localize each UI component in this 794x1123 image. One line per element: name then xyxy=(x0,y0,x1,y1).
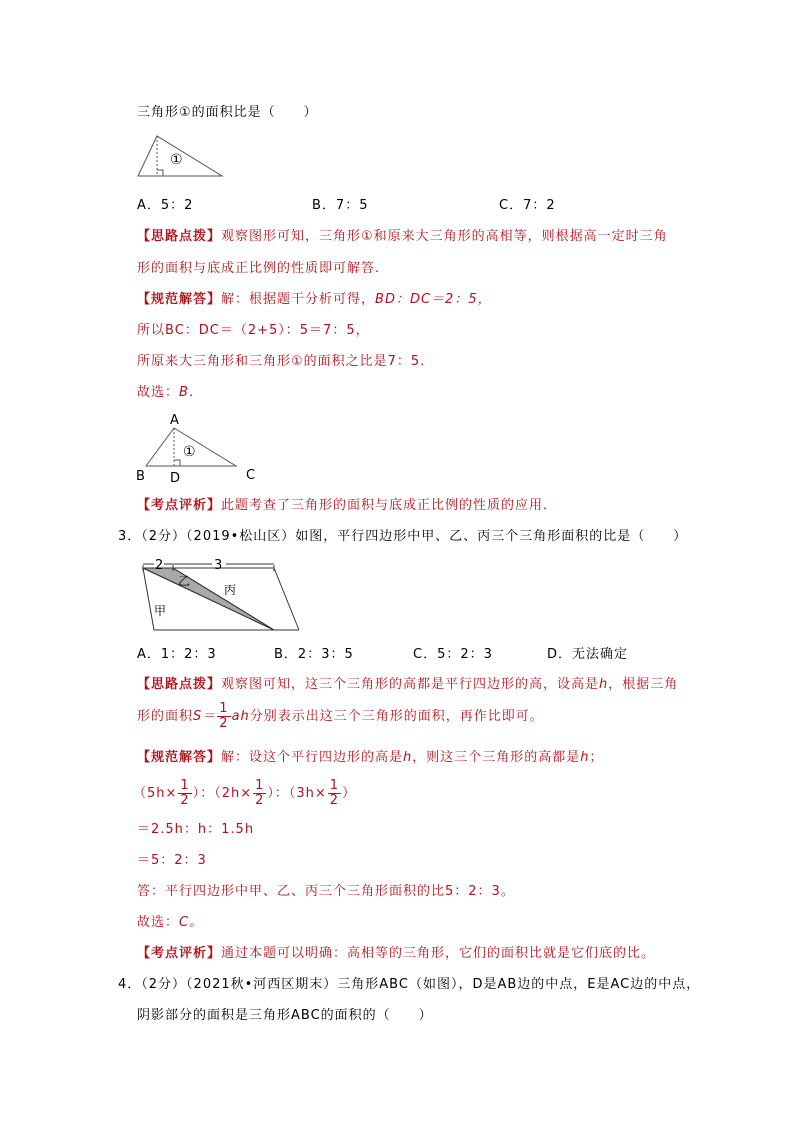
triangle-figure-1 xyxy=(134,132,234,182)
q3-solution-text2: ，则这三个三角形的高都是 xyxy=(412,750,581,765)
q2-answer xyxy=(137,384,203,402)
q2-option-b[interactable]: B．7：5 xyxy=(312,198,369,213)
fig2-label-b: B xyxy=(136,469,145,484)
q2-answer-prefix: 故选： xyxy=(137,385,180,400)
fraction-denominator: 2 xyxy=(329,793,340,808)
q2-option-a[interactable]: A．5：2 xyxy=(137,198,194,213)
q2-option-c[interactable]: C．7：2 xyxy=(499,198,556,213)
q3-solution-answer-line: 答：平行四边形中甲、乙、丙三个三角形面积的比5：2：3。 xyxy=(137,884,515,899)
fraction-numerator: 1 xyxy=(255,778,265,793)
fig2-label-a: A xyxy=(170,413,179,428)
triangle-figure-2 xyxy=(134,410,274,486)
q2-answer-value: B． xyxy=(179,385,203,400)
comment-tag: 【考点评析】 xyxy=(137,946,222,961)
q2-analysis-line2: 形的面积与底成正比例的性质即可解答． xyxy=(137,261,390,276)
q2-solution-line2: 所以BC：DC＝（2+5）：5＝7：5， xyxy=(137,323,370,338)
q3-analysis-line1 xyxy=(137,676,678,694)
q3-analysis-formula-s: S＝ xyxy=(193,709,217,724)
q3-analysis-text1: 观察图可知，这三个三角形的高都是平行四边形的高，设高是 xyxy=(221,677,600,692)
fig1-marker: ① xyxy=(170,152,183,168)
expr-part-3: ）：（3h× xyxy=(267,786,327,801)
q4-stem-line1: 4．（2分）（2021秋•河西区期末）三角形ABC（如图），D是AB边的中点，E是AC边的中点， xyxy=(118,977,701,992)
q2-solution-line1 xyxy=(137,291,492,309)
analysis-tag: 【思路点拨】 xyxy=(137,677,222,692)
fraction-numerator: 1 xyxy=(219,701,229,716)
q3-option-b[interactable]: B．2：3：5 xyxy=(274,647,354,662)
q3-solution-text3: ； xyxy=(589,750,604,765)
q3-analysis-suffix: ，根据三角 xyxy=(608,677,679,692)
solution-tag: 【规范解答】 xyxy=(137,750,222,765)
q4-stem-line2: 阴影部分的面积是三角形ABC的面积的（ ） xyxy=(137,1008,433,1023)
q3-analysis-text2: 形的面积 xyxy=(137,709,194,724)
analysis-tag: 【思路点拨】 xyxy=(137,229,222,244)
fig2-label-d: D xyxy=(170,471,181,486)
fraction xyxy=(328,779,341,808)
q3-solution-line1 xyxy=(137,749,604,767)
q3-comment-text: 通过本题可以明确：高相等的三角形，它们的面积比就是它们底的比。 xyxy=(221,946,656,961)
fig3-length-right: 3 xyxy=(214,558,223,573)
expr-part-2: ）：（2h× xyxy=(192,786,253,801)
q3-analysis-line2 xyxy=(137,702,544,732)
fraction xyxy=(178,779,191,808)
q3-analysis-var: h xyxy=(599,677,609,692)
q2-comment xyxy=(137,497,557,515)
q2-analysis-text1: 观察图形可知，三角形①和原来大三角形的高相等，则根据高一定时三角 xyxy=(221,229,668,244)
q3-analysis-formula-ah: ah xyxy=(231,709,250,724)
fig3-label-bing: 丙 xyxy=(224,583,237,597)
fraction-denominator: 2 xyxy=(255,793,265,808)
fig2-marker: ① xyxy=(183,444,196,460)
expr-part-4: ） xyxy=(342,786,357,801)
q3-solution-step1: ＝2.5h：h：1.5h xyxy=(137,822,255,837)
q3-solution-step2: ＝5：2：3 xyxy=(137,853,207,868)
q3-option-c[interactable]: C．5：2：3 xyxy=(413,647,493,662)
q2-solution-math: BD：DC＝2：5， xyxy=(375,292,492,307)
comment-tag: 【考点评析】 xyxy=(137,498,222,513)
q3-choice xyxy=(137,914,203,932)
fig3-label-jia: 甲 xyxy=(154,604,167,618)
q3-solution-expression xyxy=(133,777,356,811)
q2-analysis-line1 xyxy=(137,228,668,246)
q3-choice-value: C。 xyxy=(179,915,204,930)
q3-stem: 3．（2分）（2019•松山区）如图，平行四边形中甲、乙、丙三个三角形面积的比是（ ） xyxy=(118,529,688,544)
q2-solution-prefix: 解：根据题干分析可得， xyxy=(221,292,376,307)
fraction xyxy=(217,702,230,731)
solution-tag: 【规范解答】 xyxy=(137,292,222,307)
q3-comment xyxy=(137,945,655,963)
fig3-label-yi: 乙 xyxy=(178,574,191,588)
parallelogram-figure xyxy=(134,556,294,636)
q3-solution-h2: h xyxy=(580,750,590,765)
q2-comment-text: 此题考查了三角形的面积与底成正比例的性质的应用． xyxy=(221,498,558,513)
q2-stem: 三角形①的面积比是（ ） xyxy=(137,105,318,120)
fraction-denominator: 2 xyxy=(219,716,229,731)
fraction-denominator: 2 xyxy=(180,793,190,808)
q3-solution-text1: 解：设这个平行四边形的高是 xyxy=(221,750,404,765)
fig2-label-c: C xyxy=(246,468,256,483)
q3-analysis-text3: 分别表示出这三个三角形的面积，再作比即可。 xyxy=(249,709,544,724)
q3-solution-h: h xyxy=(403,750,413,765)
fraction xyxy=(253,779,266,808)
fig3-length-left: 2 xyxy=(155,558,164,573)
fraction-numerator: 1 xyxy=(180,778,190,793)
fraction-numerator: 1 xyxy=(329,778,340,793)
q3-option-d[interactable]: D．无法确定 xyxy=(547,647,629,662)
expr-part-1: （5h× xyxy=(133,786,178,801)
q2-solution-line3: 所原来大三角形和三角形①的面积之比是7：5． xyxy=(137,354,435,369)
q3-choice-prefix: 故选： xyxy=(137,915,180,930)
q3-option-a[interactable]: A．1：2：3 xyxy=(137,647,217,662)
